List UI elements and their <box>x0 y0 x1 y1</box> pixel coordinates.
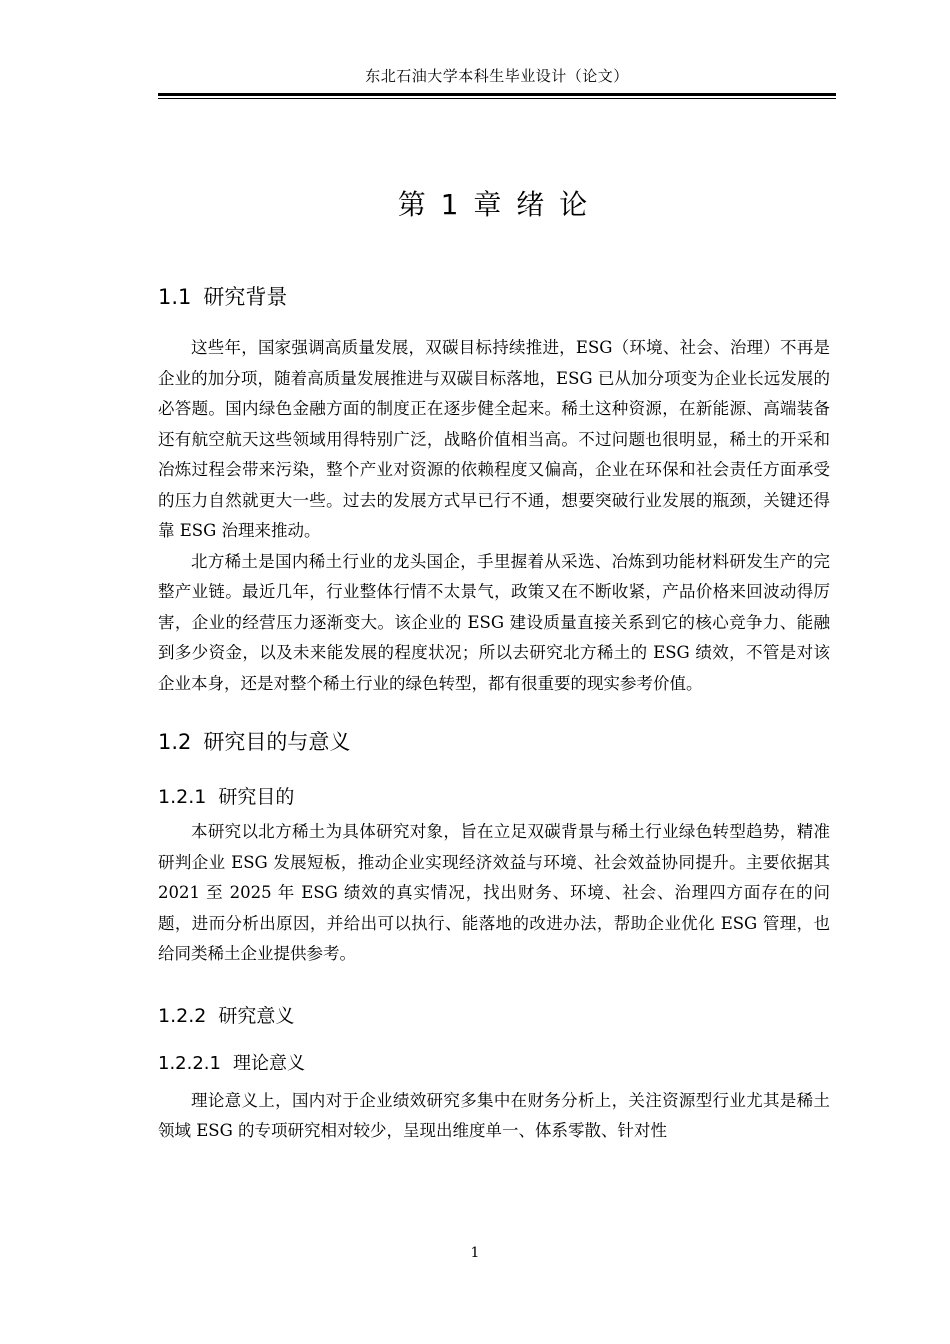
section-title: 研究意义 <box>218 1004 295 1027</box>
running-header: 东北石油大学本科生毕业设计（论文） <box>365 67 629 85</box>
section-heading-1-1 <box>158 282 830 312</box>
section-title: 研究背景 <box>203 285 288 309</box>
header-rule-thin <box>158 98 836 99</box>
paragraph-theoretical-significance: 理论意义上，国内对于企业绩效研究多集中在财务分析上，关注资源型行业尤其是稀土领域 ESG 的专项研究相对较少，呈现出维度单一、体系零散、针对性 <box>158 1090 830 1140</box>
header-rule-thick <box>158 93 836 96</box>
section-title: 研究目的与意义 <box>203 730 351 754</box>
section-number: 1.2.1 <box>158 786 207 808</box>
subsection-heading-1-2-2 <box>158 1002 830 1030</box>
chapter-title: 第 1 章 绪 论 <box>397 188 591 221</box>
section-title: 研究目的 <box>218 786 295 808</box>
section-number: 1.1 <box>158 285 192 309</box>
page-body <box>158 180 830 1147</box>
section-title: 理论意义 <box>232 1052 305 1074</box>
section-number: 1.2.2.1 <box>158 1052 221 1074</box>
paragraph-background-2: 北方稀土是国内稀土行业的龙头国企，手里握着从采选、冶炼到功能材料研发生产的完整产业链。最近几年，行业整体行情不太景气，政策又在不断收紧，产品价格来回波动得厉害，企业的经营压力逐渐变大。该企业的 ESG 建设质量直接关系到它的核心竞争力、能融到多少资金，以及未来能发展的程度状况；所以去研究北方稀土的 ESG 绩效，不管是对该企业本身，还是对整个稀土行业的绿色转型，都有很重要的现实参考价值。 <box>158 551 830 693</box>
paragraph-purpose: 本研究以北方稀土为具体研究对象，旨在立足双碳背景与稀土行业绿色转型趋势，精准研判企业 ESG 发展短板，推动企业实现经济效益与环境、社会效益协同提升。主要依据其 2021 至 2025 年 ESG 绩效的真实情况，找出财务、环境、社会、治理四方面存在的问题，进而分析出原因，并给出可以执行、能落地的改进办法，帮助企业优化 ESG 管理，也给同类稀土企业提供参考。 <box>158 822 830 963</box>
subsection-heading-1-2-1 <box>158 783 830 811</box>
paragraph-background-1: 这些年，国家强调高质量发展，双碳目标持续推进，ESG（环境、社会、治理）不再是企业的加分项，随着高质量发展推进与双碳目标落地，ESG 已从加分项变为企业长远发展的必答题。国内绿色金融方面的制度正在逐步健全起来。稀土这种资源，在新能源、高端装备还有航空航天这些领域用得特别广泛，战略价值相当高。不过问题也很明显，稀土的开采和冶炼过程会带来污染，整个产业对资源的依赖程度又偏高，企业在环保和社会责任方面承受的压力自然就更大一些。过去的发展方式早已行不通，想要突破行业发展的瓶颈，关键还得靠 ESG 治理来推动。 <box>158 338 830 540</box>
section-number: 1.2.2 <box>158 1004 207 1027</box>
page-number: 1 <box>470 1245 480 1261</box>
subsubsection-heading-1-2-2-1 <box>158 1050 830 1078</box>
section-number: 1.2 <box>158 730 192 754</box>
section-heading-1-2 <box>158 727 830 757</box>
